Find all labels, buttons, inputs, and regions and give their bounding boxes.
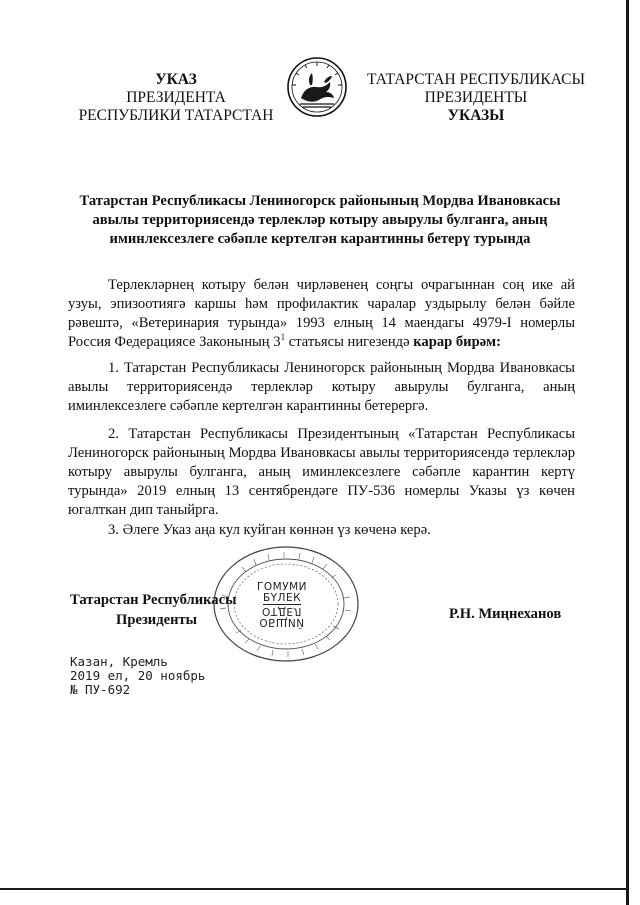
item-1: 1. Татарстан Республикасы Лениногорск районының Мордва Ивановкасы авылы территориясендә терлекләр котыру авырулы булганга, аның иминлексезлеге сәбәпле кертелгән карантинны бетерергә. <box>68 360 575 414</box>
seal-line1: ГОМУМИ <box>256 581 308 593</box>
seal-line3: ОТДЕЛ <box>262 605 302 617</box>
header-right <box>360 71 592 125</box>
header-right-line1: ТАТАРСТАН РЕСПУБЛИКАСЫ <box>367 71 585 88</box>
preamble-superscript: 1 <box>280 332 286 343</box>
header-left-line3: РЕСПУБЛИКИ ТАТАРСТАН <box>78 107 274 124</box>
signatory-name: Р.Н. Миңнеханов <box>449 606 562 622</box>
decision-phrase: карар бирәм: <box>413 334 501 350</box>
seal-line4: ОБЩИЙ <box>259 616 305 628</box>
footer-issue-info <box>70 655 205 697</box>
emblem-icon <box>286 56 348 118</box>
header-right-line3: УКАЗЫ <box>447 107 505 124</box>
signature-position-line2: Президенты <box>116 612 198 628</box>
item-2: 2. Татарстан Республикасы Президентының «Татарстан Республикасы Лениногорск районының Мордва Ивановкасы авылы территориясендә терлекләр котыру авырулы булганга, аның иминлексезлеге сәбәпле карантин кертү турында» 2019 елның 13 сентябрендәге ПУ-536 номерлы Указы үз көчен югалткан дип таныйрга. <box>68 426 575 518</box>
signature-position-line1: Татарстан Республикасы <box>70 592 237 608</box>
item-3: 3. Әлеге Указ аңа кул куйган көннән үз көченә керә. <box>108 522 431 538</box>
header-right-line2: ПРЕЗИДЕНТЫ <box>424 89 528 106</box>
header-left-line1: УКАЗ <box>155 71 197 88</box>
page-edge-right <box>626 0 629 905</box>
seal-text <box>252 582 312 627</box>
footer-date: 2019 ел, 20 ноябрь <box>70 668 206 683</box>
preamble-text: Терлекләрнең котыру белән чирләвенең соңгы очрагыннан соң ике ай узуы, эпизоотиягә каршы һәм профилактик чаралар уздырылу белән бәйле рәвештә, «Ветеринария турында» 1993 елның 14 маендагы 4979-I номерлы Россия Федерациясе Законының 3 <box>68 277 575 350</box>
preamble-tail: статьясы нигезендә <box>285 334 414 350</box>
footer-place: Казан, Кремль <box>70 654 168 669</box>
page-edge-bottom <box>0 888 626 890</box>
header-left-line2: ПРЕЗИДЕНТА <box>126 89 226 106</box>
footer-number: № ПУ-692 <box>70 682 131 697</box>
document-title: Татарстан Республикасы Лениногорск районының Мордва Ивановкасы авылы территориясендә терлекләр котыру авырулы булганга, аның иминлексезлеге сәбәпле кертелгән карантинны бетерү турында <box>79 193 561 247</box>
preamble-paragraph <box>68 276 575 352</box>
header-left <box>60 71 292 125</box>
seal-line2: БҮЛЕК <box>262 592 302 604</box>
